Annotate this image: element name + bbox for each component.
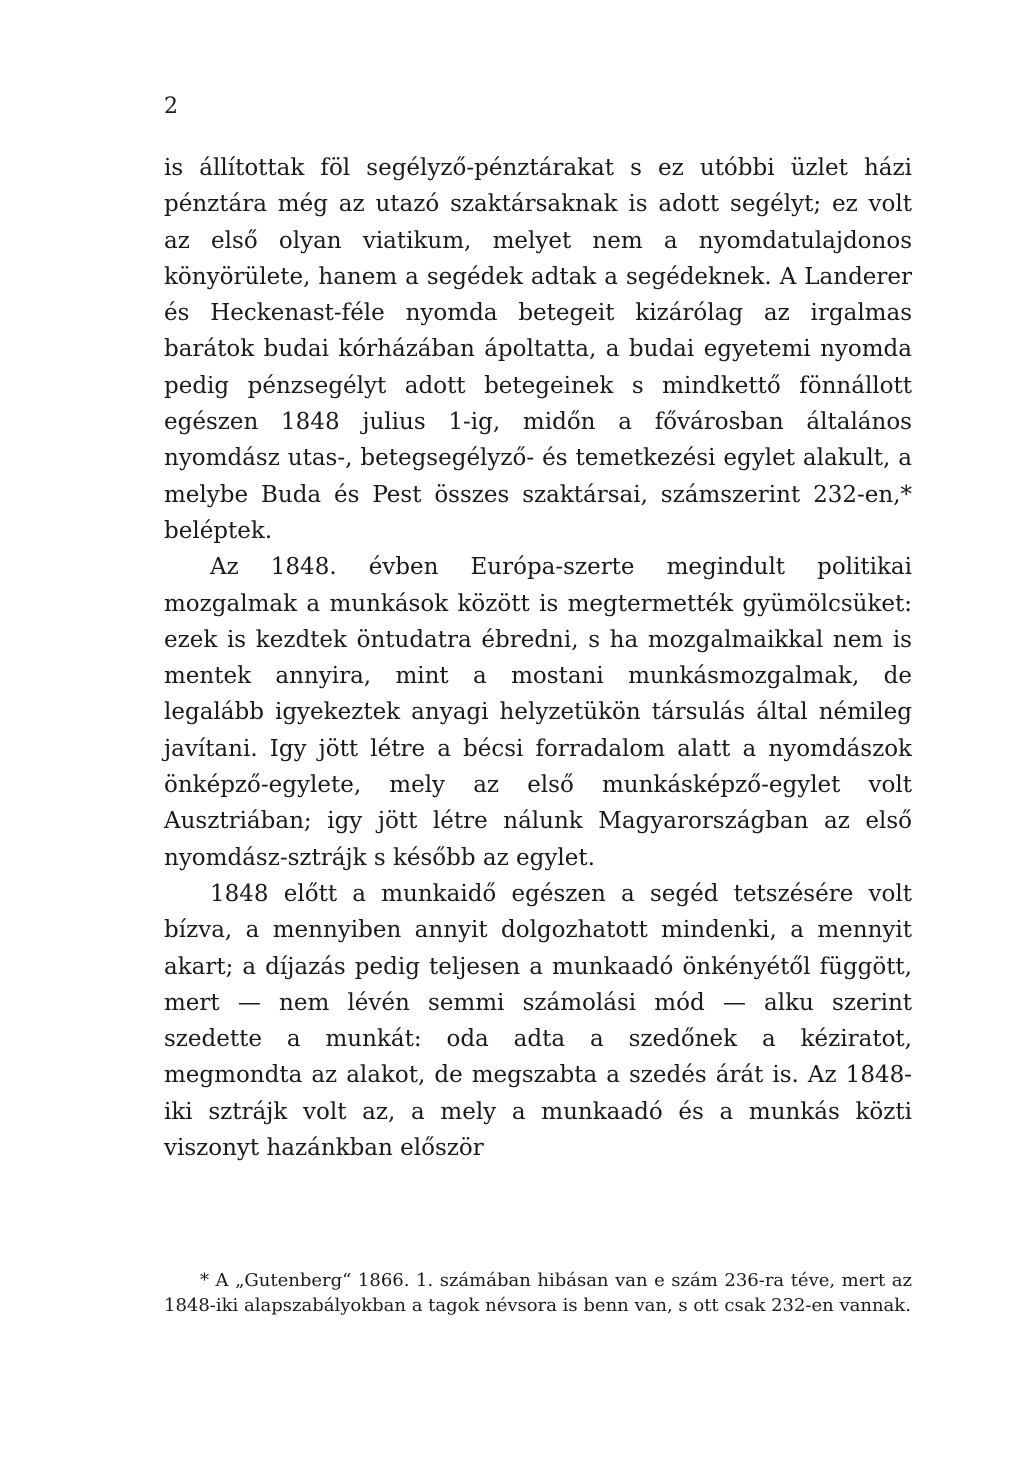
paragraph-1: is állítottak föl segélyző-pénztárakat s ez utóbbi üzlet házi pénztára még az utazó szaktársaknak is adott segélyt; ez volt az első olyan viatikum, melyet nem a nyomdatulajdonos könyörülete, hanem a segédek adtak a segédeknek. A Landerer és Heckenast-féle nyomda betegeit kizárólag az irgalmas barátok budai kórházában ápoltatta, a budai egyetemi nyomda pedig pénzsegélyt adott betegeinek s mindkettő fönnállott egészen 1848 julius 1-ig, midőn a fővárosban általános nyomdász utas-, betegsegélyző- és temetkezési egylet alakult, a melybe Buda és Pest összes szaktársai, számszerint 232-en,* beléptek.	[164, 155, 912, 544]
page-number: 2	[164, 94, 178, 119]
paragraph-3: 1848 előtt a munkaidő egészen a segéd tetszésére volt bízva, a mennyiben annyit dolgozhatott mindenki, a mennyit akart; a díjazás pedig teljesen a munkaadó önkényétől függött, mert — nem lévén semmi számolási mód — alku szerint szedette a munkát: oda adta a szedőnek a kéziratot, megmondta az alakot, de megszabta a szedés árát is. Az 1848-iki sztrájk volt az, a mely a munkaadó és a munkás közti viszonyt hazánkban először	[164, 880, 912, 1162]
footnote: * A „Gutenberg“ 1866. 1. számában hibásan van e szám 236-ra téve, mert az 1848-iki alapszabályokban a tagok névsora is benn van, s ott csak 232-en vannak.	[164, 1270, 912, 1316]
paragraph-2: Az 1848. évben Európa-szerte megindult politikai mozgalmak a munkások között is megtermették gyümölcsüket: ezek is kezdtek öntudatra ébredni, s ha mozgalmaikkal nem is mentek annyira, mint a mostani munkásmozgalmak, de legalább igyekeztek anyagi helyzetükön társulás által némileg javítani. Igy jött létre a bécsi forradalom alatt a nyomdászok önképző-egylete, mely az első munkásképző-egylet volt Ausztriában; igy jött létre nálunk Magyarországban az első nyomdász-sztrájk s később az egylet.	[164, 554, 912, 871]
body-text	[164, 150, 912, 1166]
